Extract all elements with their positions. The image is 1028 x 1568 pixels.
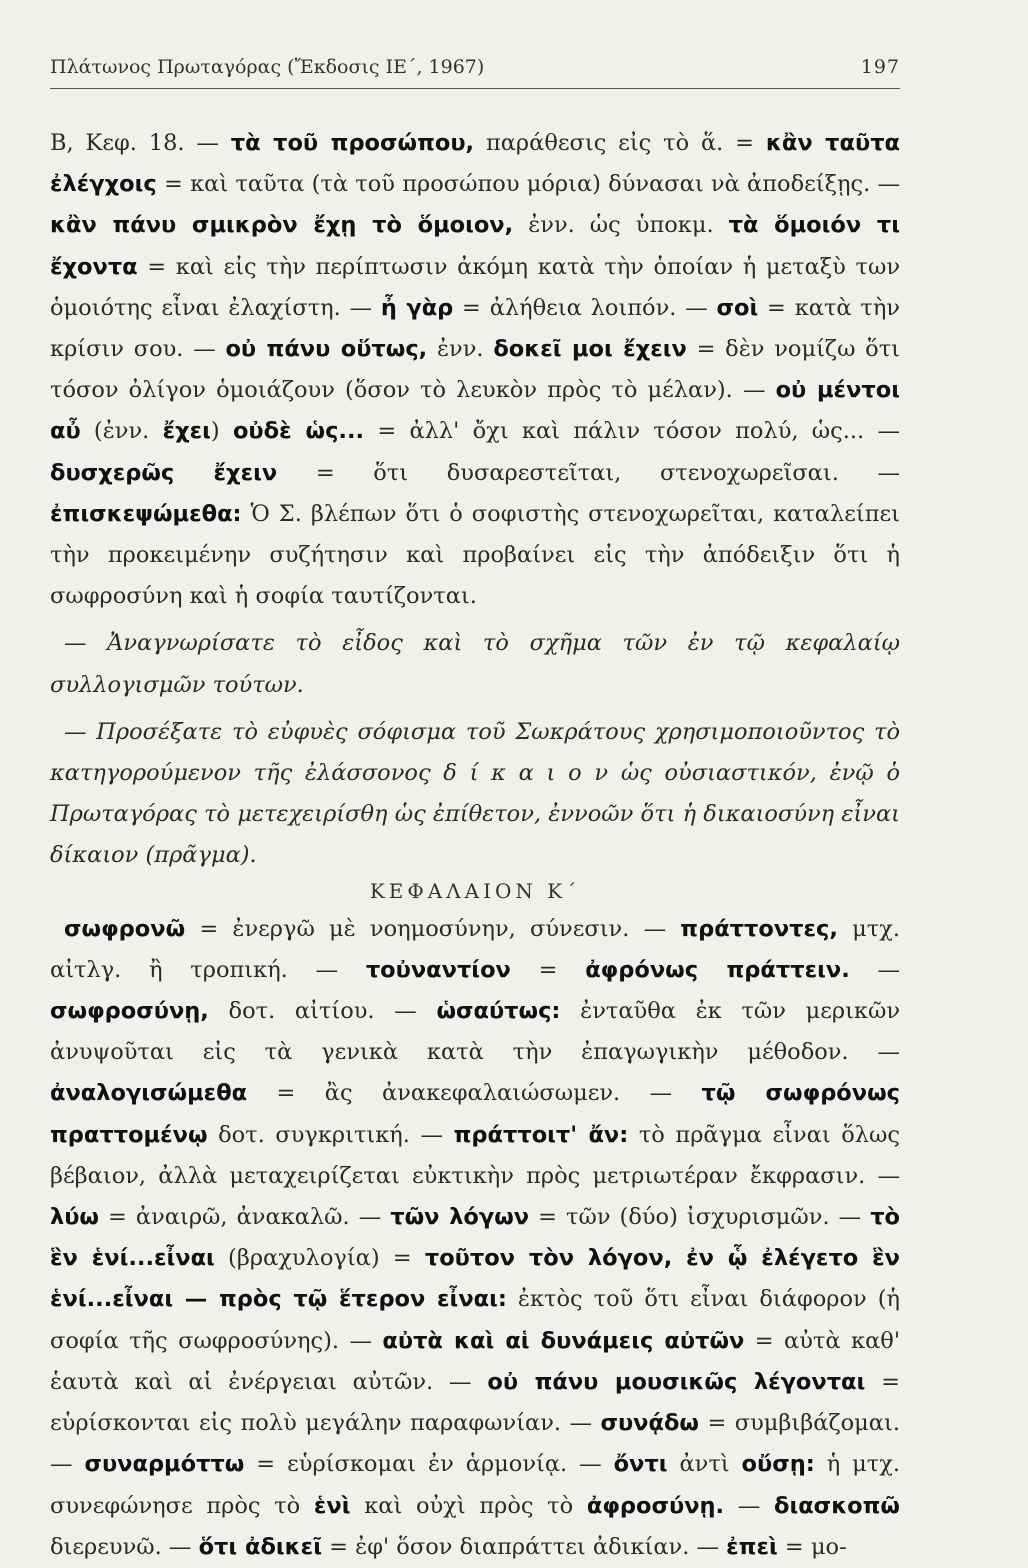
text-run: = ἐνεργῶ μὲ νοημοσύνην, σύνεσιν. — xyxy=(185,915,681,942)
lemma: δοκεῖ μοι ἔχειν xyxy=(493,336,687,363)
lemma: οὐ πάνυ μουσικῶς λέγονται xyxy=(487,1368,866,1395)
lemma: πράττοιτ' ἄν: xyxy=(453,1121,629,1148)
text-run: = κατὰ τὴν κρίσιν σου. — xyxy=(50,294,900,363)
text-run: = ἀλλ' ὄχι καὶ πάλιν τόσον πολύ, ὡς... — xyxy=(364,418,900,445)
lemma: ὅτι ἀδικεῖ xyxy=(198,1533,322,1560)
lemma: ὡσαύτως: xyxy=(436,998,561,1025)
text-run: ἐνν. ὡς ὑποκμ. xyxy=(513,212,729,239)
text-run: = αὐτὰ καθ' ἑαυτὰ καὶ αἱ ἐνέργειαι αὐτῶν. — xyxy=(50,1327,900,1395)
commentary-ch18 xyxy=(50,123,900,617)
lemma: τὰ τοῦ προσώπου, xyxy=(230,130,475,156)
lemma: λύω xyxy=(50,1204,99,1231)
lemma: οὐδὲ ὡς... xyxy=(232,418,365,445)
text-run: δοτ. αἰτίου. — xyxy=(208,998,437,1025)
text-run: καὶ οὐχὶ πρὸς τὸ xyxy=(350,1492,587,1519)
lemma: σωφροσύνῃ, xyxy=(50,998,209,1025)
text-run: Ὁ Σ. βλέπων ὅτι ὁ σοφιστὴς στενοχωρεῖται, καταλείπει τὴν προκειμένην συζήτησιν καὶ προβαίνει εἰς τὴν ἀπόδειξιν ὅτι ἡ σωφροσύνη καὶ ἡ σοφία ταυτίζονται. xyxy=(50,500,900,610)
text-run: = ἀλήθεια λοιπόν. — xyxy=(453,294,717,321)
text-run: — xyxy=(849,956,900,983)
text-run: = ἐφ' ὅσον διαπράττει ἀδικίαν. — xyxy=(321,1533,727,1560)
text-run: ἐκτὸς τοῦ ὅτι εἶναι διάφορον (ἡ σοφία τῆς σωφροσύνης). — xyxy=(50,1286,900,1354)
text-run: = xyxy=(510,956,586,983)
text-run: = μο- xyxy=(777,1533,847,1560)
text-run: = ἂς ἀνακεφαλαιώσωμεν. — xyxy=(247,1080,702,1107)
text-run: = ὅτι δυσαρεστεῖται, στενοχωρεῖσαι. — xyxy=(277,459,900,486)
lemma: δυσχερῶς ἔχειν xyxy=(50,459,278,486)
page-number: 197 xyxy=(860,56,900,78)
running-header xyxy=(50,56,900,89)
text-run: ἐνν. xyxy=(427,336,494,363)
text-run: Β, Κεφ. 18. — xyxy=(50,130,231,156)
text-run: παράθεσις εἰς τὸ ἅ. = xyxy=(474,130,766,156)
text-run: = εὑρίσκονται εἰς πολὺ μεγάλην παραφωνίαν. — xyxy=(50,1368,900,1437)
lemma: ἦ γὰρ xyxy=(380,294,454,321)
text-run: = εὑρίσκομαι ἐν ἁρμονίᾳ. — xyxy=(244,1451,614,1478)
lemma: συνᾴδω xyxy=(600,1410,699,1437)
exercise-syllogisms: — Ἀναγνωρίσατε τὸ εἶδος καὶ τὸ σχῆμα τῶν ἐν τῷ κεφαλαίῳ συλλογισμῶν τούτων. xyxy=(50,630,900,698)
lemma: κἂν πάνυ σμικρὸν ἔχῃ τὸ ὅμοιον, xyxy=(50,212,514,239)
text-run: = καὶ εἰς τὴν περίπτωσιν ἀκόμη κατὰ τὴν ὁποίαν ἡ μεταξὺ των ὁμοιότης εἶναι ἐλαχίστη. — xyxy=(50,253,900,321)
lemma: οὔσῃ: xyxy=(741,1451,815,1478)
lemma: διασκοπῶ xyxy=(773,1492,900,1519)
lemma: κἂν ταῦτα ἐλέγχοις xyxy=(50,130,901,198)
lemma: πράττοντες, xyxy=(680,915,838,942)
commentary-ch20 xyxy=(50,909,900,1568)
lemma: συναρμόττω xyxy=(84,1451,245,1478)
text-run: ἐνταῦθα ἐκ τῶν μερικῶν ἀνυψοῦται εἰς τὰ γενικὰ κατὰ τὴν ἐπαγωγικὴν μέθοδον. — xyxy=(50,998,901,1066)
lemma: τῶν λόγων xyxy=(390,1204,530,1231)
text-run: = ἀναιρῶ, ἀνακαλῶ. — xyxy=(99,1204,391,1231)
lemma: ἑνὶ xyxy=(313,1492,351,1519)
lemma: ἀφρόνως πράττειν. xyxy=(585,956,850,983)
lemma: τὰ ὅμοιόν τι ἔχοντα xyxy=(50,212,900,280)
text-run: δοτ. συγκριτική. — xyxy=(207,1121,454,1148)
exercise-sophism: — Προσέξατε τὸ εὐφυὲς σόφισμα τοῦ Σωκράτους χρησιμοποιοῦντος τὸ κατηγορούμενον τῆς ἐλάσσονος δ ί κ α ι ο ν ὡς οὐσιαστικόν, ἐνῷ ὁ Πρωταγόρας τὸ μετεχειρίσθη ὡς ἐπίθετον, ἐννοῶν ὅτι ἡ δικαιοσύνη εἶναι δίκαιον (πρᾶγμα). xyxy=(50,718,900,869)
page-body xyxy=(50,123,900,1568)
lemma: οὐ πάνυ οὕτως, xyxy=(225,336,428,363)
text-run: = καὶ ταῦτα (τὰ τοῦ προσώπου μόρια) δύνασαι νὰ ἀποδείξῃς. — xyxy=(156,171,900,198)
lemma: σοὶ xyxy=(716,294,759,321)
lemma: οὐ μέντοι αὖ xyxy=(50,377,900,445)
text-run: — xyxy=(724,1492,774,1519)
lemma: ἀφροσύνῃ. xyxy=(586,1492,725,1519)
lemma: ὄντι xyxy=(613,1451,668,1478)
lemma: τοῦτον τὸν λόγον, ἐν ᾧ ἐλέγετο ἓν ἑνί...εἶναι — πρὸς τῷ ἕτερον εἶναι: xyxy=(50,1245,900,1313)
text-run: = τῶν (δύο) ἰσχυρισμῶν. — xyxy=(529,1204,871,1231)
text-run: = δὲν νομίζω ὅτι τόσον ὀλίγον ὁμοιάζουν (ὅσον τὸ λευκὸν πρὸς τὸ μέλαν). — xyxy=(50,336,900,404)
lemma: αὐτὰ καὶ αἱ δυνάμεις αὐτῶν xyxy=(382,1327,745,1354)
lemma: ἐπεὶ xyxy=(726,1533,778,1560)
lemma: τὸ ἓν ἑνί...εἶναι xyxy=(50,1204,901,1272)
text-run: διερευνῶ. — xyxy=(50,1533,199,1560)
running-title: Πλάτωνος Πρωταγόρας (Ἔκδοσις ΙΕ΄, 1967) xyxy=(50,56,485,78)
text-run: ) xyxy=(210,418,233,445)
lemma: σωφρονῶ xyxy=(64,915,186,942)
chapter-heading: ΚΕΦΑΛΑΙΟΝ Κ΄ xyxy=(369,878,581,903)
text-run: (ἐνν. xyxy=(80,418,163,445)
lemma: ἀναλογισώμεθα xyxy=(50,1080,248,1107)
lemma: ἔχει xyxy=(162,418,211,445)
text-run: = συμβιβάζομαι. — xyxy=(50,1410,900,1478)
text-run: μτχ. αἰτλγ. ἢ τροπική. — xyxy=(50,915,900,983)
lemma: ἐπισκεψώμεθα: xyxy=(50,500,242,527)
text-run: ἡ μτχ. συνεφώνησε πρὸς τὸ xyxy=(50,1451,900,1519)
text-run: τὸ πρᾶγμα εἶναι ὅλως βέβαιον, ἀλλὰ μεταχειρίζεται εὐκτικὴν πρὸς μετριωτέραν ἔκφρασιν. — xyxy=(50,1121,900,1189)
text-run: ἀντὶ xyxy=(667,1451,742,1478)
lemma: τῷ σωφρόνως πραττομένῳ xyxy=(50,1080,900,1148)
lemma: τοὐναντίον xyxy=(365,956,511,983)
text-run: (βραχυλογία) = xyxy=(214,1245,425,1272)
